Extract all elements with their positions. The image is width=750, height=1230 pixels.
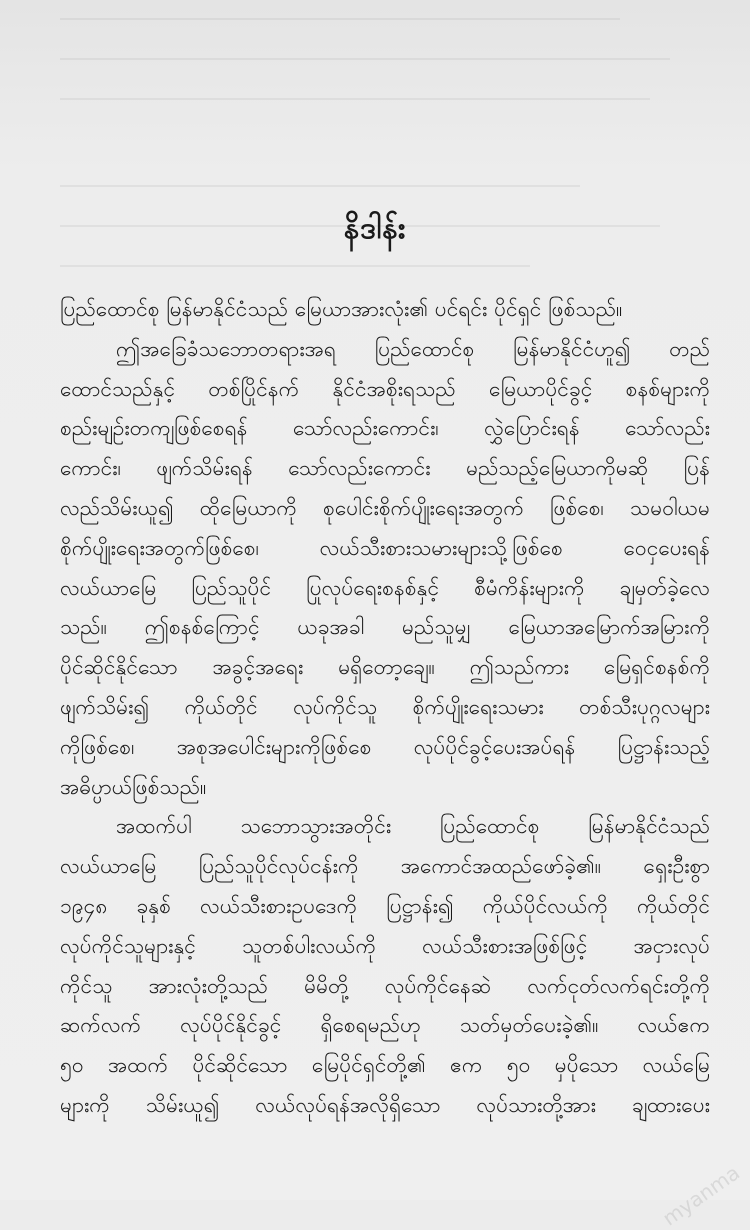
bleed-through-line [60,265,530,267]
text-line: ထောင်သည်နှင့် တစ်ပြိုင်နက် နိုင်ငံအစိုးရသည် မြေယာပိုင်ခွင့် စနစ်များကို [60,376,710,401]
watermark: myanma [658,1160,744,1230]
text-line: လယ်ယာမြေ ပြည်သူပိုင် ပြုလုပ်ရေးစနစ်နှင့် စီမံကိန်းများကို ချမှတ်ခဲ့လေ [60,575,710,600]
text-line: ဖျက်သိမ်း၍ ကိုယ်တိုင် လုပ်ကိုင်သူ စိုက်ပျိုးရေးသမား တစ်သီးပုဂ္ဂလများ [60,694,710,719]
text-line: ကိုင်သူ အားလုံးတို့သည် မိမိတို့ လုပ်ကိုင်နေဆဲ လက်ငုတ်လက်ရင်းတို့ကို [60,973,710,998]
text-line: လယ်ယာမြေ ပြည်သူပိုင်လုပ်ငန်းကို အကောင်အထည်ဖော်ခဲ့၏။ ရှေးဦးစွာ [60,854,710,879]
bleed-through-line [60,58,670,60]
text-line: လုပ်ကိုင်သူများနှင့် သူတစ်ပါးလယ်ကို လယ်သီးစားအဖြစ်ဖြင့် အငှားလုပ် [60,933,710,958]
text-line: ပြည်ထောင်စု မြန်မာနိုင်ငံသည် မြေယာအားလုံး၏ ပင်ရင်း ပိုင်ရှင် ဖြစ်သည်။ [60,297,623,321]
text-line: ပိုင်ဆိုင်နိုင်သော အခွင့်အရေး မရှိတော့ချေ။ ဤသည်ကား မြေရှင်စနစ်ကို [60,655,710,680]
body-text [60,290,710,1126]
text-line: ဆက်လက် လုပ်ပိုင်နိုင်ခွင့် ရှိစေရမည်ဟု သတ်မှတ်ပေးခဲ့၏။ လယ်ဧက [60,1013,710,1038]
bleed-through-line [60,98,650,100]
text-line: စိုက်ပျိုးရေးအတွက်ဖြစ်စေ၊ လယ်သီးစားသမားများသို့ဖြစ်စေ ဝေငှပေးရန် [60,535,710,560]
page-title: နိဒါန်း [343,211,407,246]
text-line: ကိုဖြစ်စေ၊ အစုအပေါင်းများကိုဖြစ်စေ လုပ်ပိုင်ခွင့်ပေးအပ်ရန် ပြဋ္ဌာန်းသည့် [60,734,710,759]
bleed-through-line [60,18,620,20]
text-line: စည်းမျဉ်းတကျဖြစ်စေရန် သော်လည်းကောင်း၊ လွှဲပြောင်းရန် သော်လည်း [60,416,710,441]
text-line: ဤအခြေခံသဘောတရားအရ ပြည်ထောင်စု မြန်မာနိုင်ငံဟူ၍ တည် [116,336,710,361]
bleed-through-line [60,185,580,187]
text-line: သည်။ ဤစနစ်ကြောင့် ယခုအခါ မည်သူမျှ မြေယာအမြောက်အမြားကို [60,615,710,640]
text-line: ၁၉၄၈ ခုနှစ် လယ်သီးစားဥပဒေကို ပြဋ္ဌာန်း၍ ကိုယ်ပိုင်လယ်ကို ကိုယ်တိုင် [60,893,710,918]
text-line: ၅၀ အထက် ပိုင်ဆိုင်သော မြေပိုင်ရှင်တို့၏ ဧက ၅၀ မှပိုသော လယ်မြေ [60,1053,710,1078]
text-line: များကို သိမ်းယူ၍ လယ်လုပ်ရန်အလိုရှိသော လုပ်သားတို့အား ချထားပေး [60,1092,710,1117]
text-line: အဓိပ္ပာယ်ဖြစ်သည်။ [60,774,207,799]
text-line: လည်သိမ်းယူ၍ ထိုမြေယာကို စုပေါင်းစိုက်ပျိုးရေးအတွက် ဖြစ်စေ၊ သမဝါယမ [60,495,710,520]
text-line: ကောင်း၊ ဖျက်သိမ်းရန် သော်လည်းကောင်း မည်သည့်မြေယာကိုမဆို ပြန် [60,456,710,481]
text-line: အထက်ပါ သဘောသွားအတိုင်း ပြည်ထောင်စု မြန်မာနိုင်ငံသည် [116,814,710,839]
